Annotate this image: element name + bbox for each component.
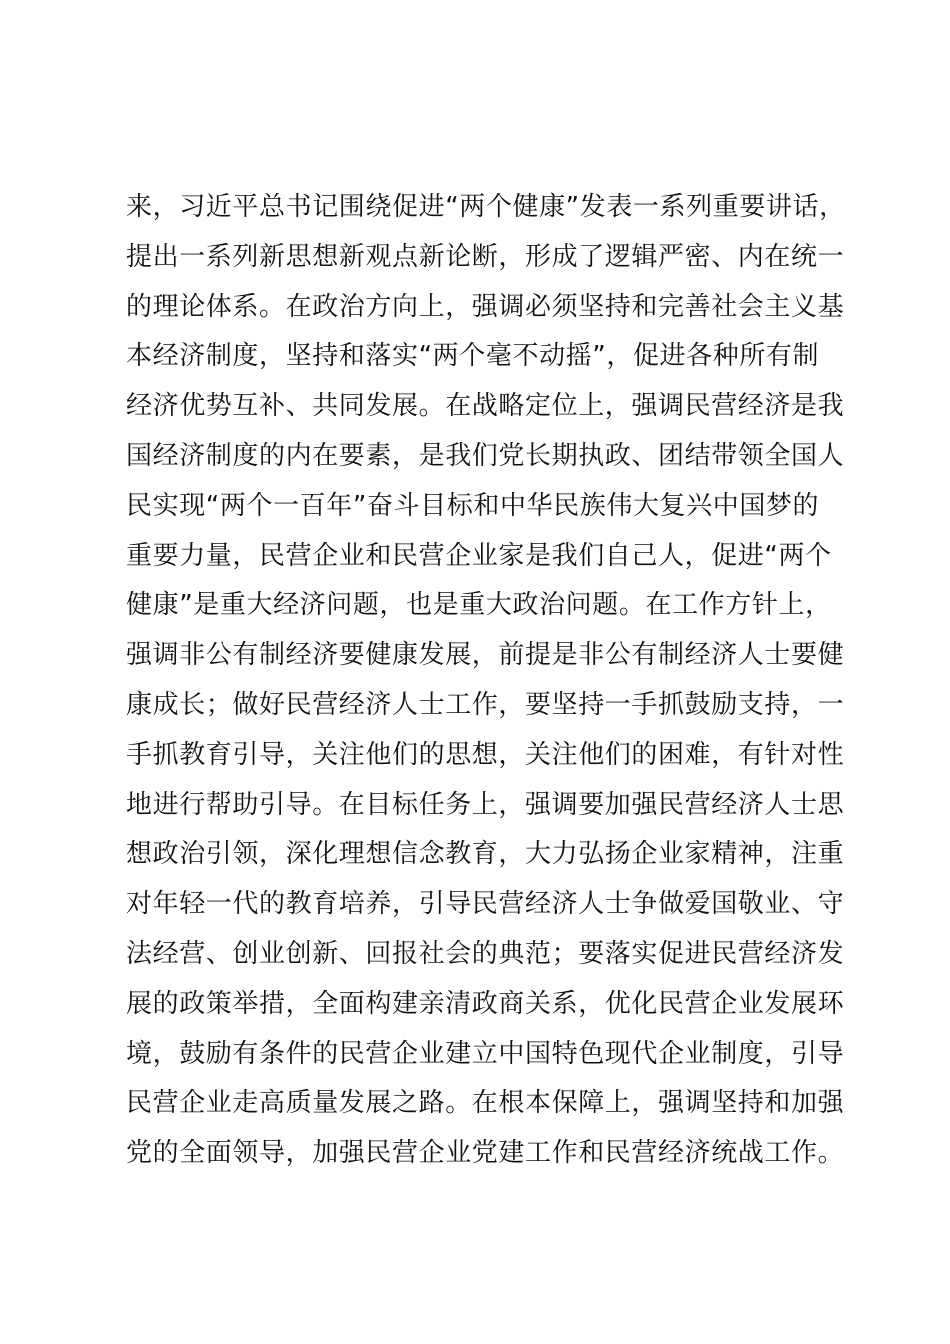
text-line: 提出一系列新思想新观点新论断，形成了逻辑严密、内在统一 bbox=[126, 241, 845, 272]
text-line: 本经济制度，坚持和落实“两个毫不动摇”，促进各种所有制 bbox=[126, 341, 820, 372]
body-paragraph bbox=[126, 183, 856, 1179]
text-line: 党的全面领导，加强民营企业党建工作和民营经济统战工作。 bbox=[126, 1138, 845, 1169]
text-line: 地进行帮助引导。在目标任务上，强调要加强民营经济人士思 bbox=[126, 789, 845, 820]
text-line: 境，鼓励有条件的民营企业建立中国特色现代企业制度，引导 bbox=[126, 1038, 845, 1069]
text-line: 重要力量，民营企业和民营企业家是我们自己人，促进“两个 bbox=[126, 540, 832, 571]
text-line: 的理论体系。在政治方向上，强调必须坚持和完善社会主义基 bbox=[126, 291, 845, 322]
text-line: 对年轻一代的教育培养，引导民营经济人士争做爱国敬业、守 bbox=[126, 889, 845, 920]
text-line: 康成长；做好民营经济人士工作，要坚持一手抓鼓励支持，一 bbox=[126, 689, 845, 720]
text-line: 来，习近平总书记围绕促进“两个健康”发表一系列重要讲话， bbox=[126, 192, 846, 222]
text-line: 健康”是重大经济问题，也是重大政治问题。在工作方针上， bbox=[126, 590, 832, 621]
text-line: 国经济制度的内在要素，是我们党长期执政、团结带领全国人 bbox=[126, 440, 845, 471]
text-line: 强调非公有制经济要健康发展，前提是非公有制经济人士要健 bbox=[126, 640, 845, 671]
text-line: 民实现“两个一百年”奋斗目标和中华民族伟大复兴中国梦的 bbox=[126, 490, 820, 521]
text-line: 手抓教育引导，关注他们的思想，关注他们的困难，有针对性 bbox=[126, 739, 845, 770]
text-line: 法经营、创业创新、回报社会的典范；要落实促进民营经济发 bbox=[126, 938, 845, 969]
text-line: 经济优势互补、共同发展。在战略定位上，强调民营经济是我 bbox=[126, 391, 845, 422]
text-line: 想政治引领，深化理想信念教育，大力弘扬企业家精神，注重 bbox=[126, 839, 845, 870]
text-line: 民营企业走高质量发展之路。在根本保障上，强调坚持和加强 bbox=[126, 1088, 845, 1119]
text-line: 展的政策举措，全面构建亲清政商关系，优化民营企业发展环 bbox=[126, 988, 845, 1019]
